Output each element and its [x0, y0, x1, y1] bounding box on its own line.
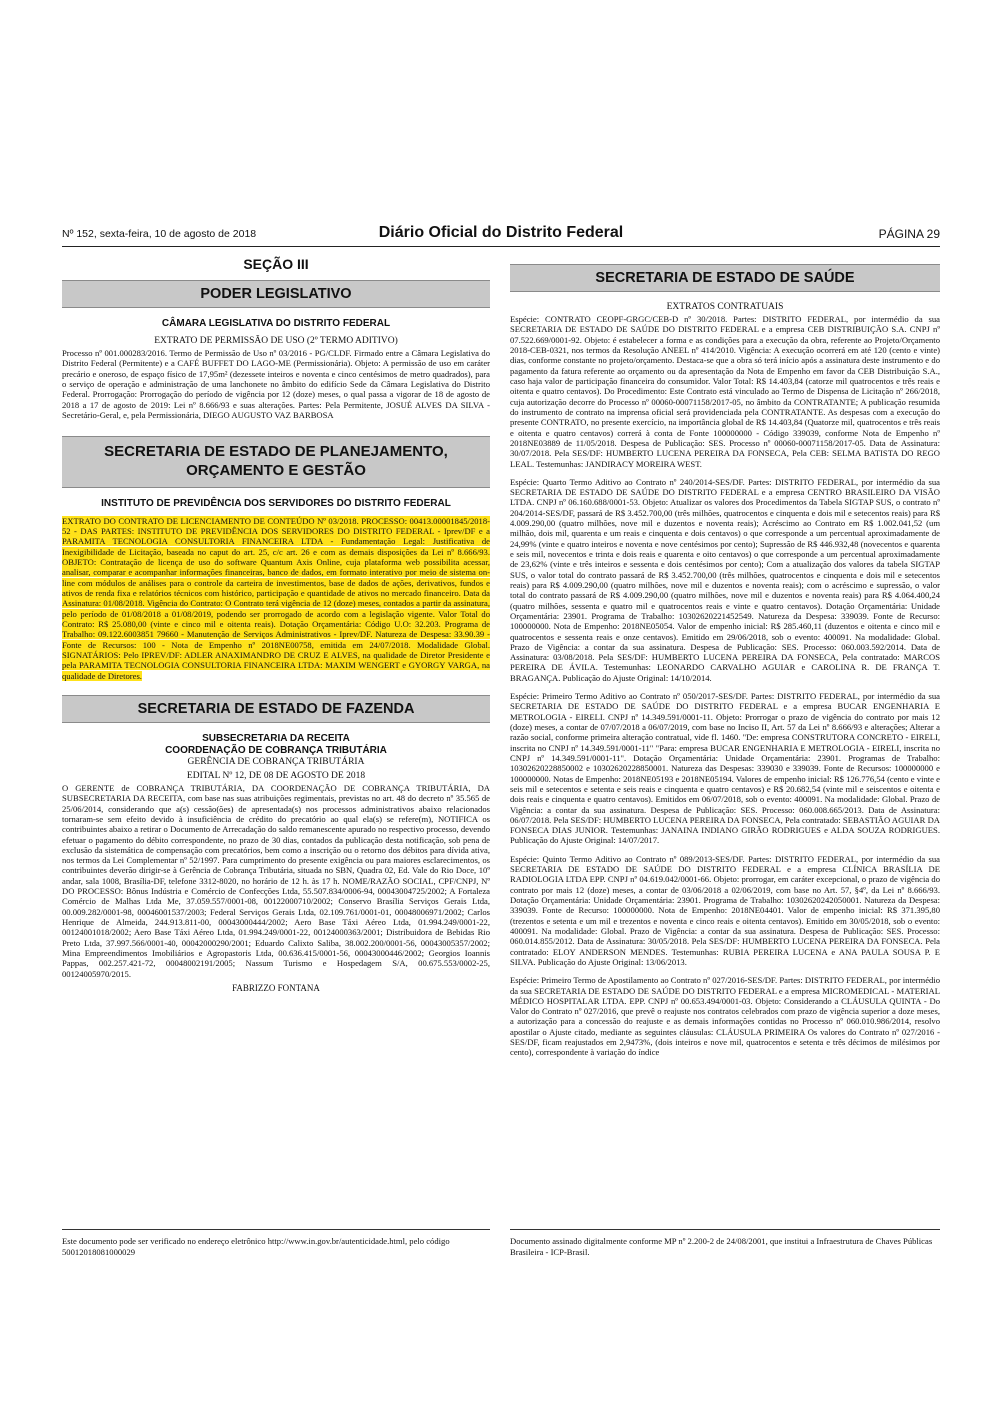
left-column	[62, 256, 490, 993]
org-subtitle: GERÊNCIA DE COBRANÇA TRIBUTÁRIA	[187, 756, 365, 767]
section-band-planejamento: SECRETARIA DE ESTADO DE PLANEJAMENTO, ORÇAMENTO E GESTÃO	[62, 436, 490, 488]
highlighted-text: EXTRATO DO CONTRATO DE LICENCIAMENTO DE CONTEÚDO Nº 03/2018. PROCESSO: 00413.00001845/2018-52 - DAS PARTES: INSTITUTO DE PREVIDÊNCIA DOS SERVIDORES DO DISTRITO FEDERAL - Iprev/DF e a PARAMITA TECNOLOGIA CONSULTORIA FINANCEIRA LTDA - Fundamentação Legal: Justificativa de Inexigibilidade de Licitação, baseada no caput do art. 25, c/c art. 26 e com as demais disposições da Lei nº 8.666/93. OBJETO: Contratação de licença de uso do software Quantum Axis Online, cuja plataforma web possibilita acessar, analisar, comparar e acompanhar informações financeiras, banco de dados, em formato interativo por meio de sistema on-line com módulos de análises para o controle da carteira de investimentos, base de dados de ações, derivativos, fundos e ativos de renda fixa e relatórios técnicos com histórico, participação e quantidade de ativos no mercado financeiro. Data da Assinatura: 01/08/2018. Vigência do Contrato: O Contrato terá vigência de 12 (doze) meses, contados a partir da assinatura, pelo período de 01/08/2018 a 01/08/2019, podendo ser prorrogado de acordo com a legislação vigente. Valor Total do Contrato: R$ 25.080,00 (vinte e cinco mil e oitenta reais). Dotação Orçamentária: Código U.O: 32.203. Programa de Trabalho: 09.122.6003851 79660 - Manutenção de Serviços Administrativos - Iprev/DF. Natureza de Despesa: 33.90.39 - Fonte de Recursos: 100 - Nota de Empenho nº 2018NE00758, emitida em 24/07/2018. Modalidade Global. SIGNATÁRIOS: Pelo IPREV/DF: ADLER ANAXIMANDRO DE CRUZ E ALVES, na qualidade de Diretor Presidente e pela PARAMITA TECNOLOGIA CONSULTORIA FINANCEIRA LTDA: MAXIM WENGERT e GYORGY VARGA, na qualidade de Diretores.	[62, 515, 490, 681]
extract-paragraph: Espécie: Quarto Termo Aditivo ao Contrato nº 240/2014-SES/DF. Partes: DISTRITO FEDERAL, por intermédio da sua SECRETARIA DE ESTADO DE SAÚDE DO DISTRITO FEDERAL e a empresa CENTRO BRASILEIRO DA VISÃO LTDA. CNPJ nº 06.160.688/0001-53. Objeto: Atualizar os valores dos Procedimentos da Tabela SIGTAP SUS, o contrato nº 204/2014-SES/DF, passará de R$ 3.452.700,00 (três milhões, quatrocentos e cinquenta e dois mil e setecentos reais) para R$ 4.009.290,00 (quatro milhões, nove mil e duzentos e noventa reais); Acréscimo ao Contrato em R$ 1.002.041,52 (um milhão, dois mil, quarenta e um reais e cinquenta e dois centavos) o que corresponde a um percentual aproximadamente de 24,99% (vinte e quatro inteiros e noventa e nove centésimos por cento); Supressão de R$ 446.932,48 (novecentos e quarenta e seis mil, novecentos e trinta e dois reais e quarenta e oito centavos) o que corresponde a um percentual aproximadamente de 23,62% (vinte e três inteiros e sessenta e dois centésimos por cento); Com a atualização dos valores da tabela SIGTAP SUS, o valor total do contrato passará de R$ 3.452.700,00 (três milhões, quatrocentos e cinquenta e dois mil e setecentos reais) para R$ 4.009.290,00 (quatro milhões, nove mil e duzentos e noventa reais); com o acréscimo e supressão, o valor total do contrato passará de R$ 4.009.290,00 (quatro milhões, nove mil e duzentos e noventa reais) para R$ 4.064.400,24 (quatro milhões, sessenta e quatro mil e quatrocentos reais e vinte e quatro centavos). Dotação Orçamentária: Unidade Orçamentária: 23901. Programa de Trabalho: 10302620221452549. Natureza da Despesa: 339039. Fonte de Recurso: 100000000. Nota de Empenho: 2018NE05054. Valor de empenho inicial: R$ 285.460,11 (duzentos e oitenta e cinco mil e quatrocentos e sessenta reais e onze centavos). Emitido em 29/06/2018, sob o evento: 400091. Na modalidade: Global. Prazo de Vigência: a contar da sua assinatura. Despesa de Publicação: SES. Processo: 060.003.592/2014. Data de Assinatura: 03/08/2018. Pela SES/DF: HUMBERTO LUCENA PEREIRA DA FONSECA, Pela contratado: MARCOS PEREIRA DE ÁVILA. Testemunhas: LEONARDO CARVALHO AGUIAR e CAROLINA R. DE FRANÇA T. BRAGANÇA. Publicação do Ajuste Original: 14/10/2014.	[510, 476, 940, 683]
extract-paragraph: Espécie: Primeiro Termo de Apostilamento ao Contrato nº 027/2016-SES/DF. Partes: DISTRITO FEDERAL, por intermédio da sua SECRETARIA DE ESTADO DE SAÚDE DO DISTRITO FEDERAL e a empresa MICROMEDICAL - MATERIAL MÉDICO HOSPITALAR LTDA. EPP. CNPJ nº 00.653.494/0001-03. Objeto: Considerando a CLÁUSULA QUINTA - Do Valor do Contrato nº 027/2016, que prevê o reajuste nos contratos celebrados com prazo de vigência superior a doze meses, a autorização para a concessão do reajuste e as demais informações contidas no Processo nº 060.010.986/2014, resolvo apostilar o Ajuste citado, mediante as seguintes cláusulas: CLÁUSULA PRIMEIRA Os valores do Contrato nº 027/2016 - SES/DF, ficam reajustados em 2,9473%, (dois inteiros e nove mil, quatrocentos e setenta e três décimos de milésimos por cento), correspondente à variação do índice	[510, 975, 940, 1058]
section-band-saude: SECRETARIA DE ESTADO DE SAÚDE	[510, 264, 940, 292]
org-title: CÂMARA LEGISLATIVA DO DISTRITO FEDERAL	[161, 318, 391, 330]
doc-title: EXTRATOS CONTRATUAIS	[666, 302, 784, 313]
signature: FABRIZZO FONTANA	[232, 982, 320, 993]
section-band-fazenda: SECRETARIA DE ESTADO DE FAZENDA	[62, 695, 490, 723]
page-header	[62, 224, 940, 244]
org-title: INSTITUTO DE PREVIDÊNCIA DOS SERVIDORES DO DISTRITO FEDERAL	[101, 497, 451, 509]
issue-info: Nº 152, sexta-feira, 10 de agosto de 2018	[62, 228, 257, 240]
extract-paragraph: Espécie: Quinto Termo Aditivo ao Contrato nº 089/2013-SES/DF. Partes: DISTRITO FEDERAL, por intermédio da sua SECRETARIA DE ESTADO DE SAÚDE DO DISTRITO FEDERAL e a empresa CLÍNICA BRASÍLIA DE RADIOLOGIA LTDA EPP. CNPJ nº 04.619.042/0001-66. Objeto: prorrogar, em caráter excepcional, o prazo de vigência do contrato por mais 12 (doze) meses, a contar de 03/06/2018 a 02/06/2019, com base no Art. 57, §4º, da Lei nº 8.666/93. Dotação Orçamentária: Unidade Orçamentária: 23901. Programa de Trabalho: 10302620242050001. Natureza da Despesa: 339039. Fonte de Recurso: 100000000. Nota de Empenho: 2018NE04401. Valor de empenho inicial: R$ 371.395,80 (trezentos e setenta e um mil e trezentos e noventa e cinco reais e oitenta centavos). Emitido em 30/05/2018, sob o evento: 400091. Na modalidade: Global. Prazo de Vigência: a contar da sua assinatura. Despesa de Publicação: SES. Processo: 060.014.855/2012. Data de Assinatura: 30/05/2018. Pela SES/DF: HUMBERTO LUCENA PEREIRA DA FONSECA. Pela contratado: ELOY ANDERSON MENDES. Testemunhas: RUBIA PEREIRA LUCENA e ANA PAULA SOUSA P. E SILVA. Publicação do Ajuste Original: 13/06/2013.	[510, 853, 940, 967]
header-divider	[62, 246, 940, 247]
extract-paragraph: Espécie: CONTRATO CEOPF-GRGC/CEB-D nº 30/2018. Partes: DISTRITO FEDERAL, por intermédio da sua SECRETARIA DE ESTADO DE SAÚDE DO DISTRITO FEDERAL e a empresa CEB DISTRIBUIÇÃO S.A. CNPJ nº 07.522.669/0001-92. Objeto: é estabelecer a forma e as condições para a execução da obra, referente ao Projeto/Orçamento 2018-CEB-0321, nos termos da Resolução ANEEL nº 414/2010. Vigência: A execução ocorrerá em até 120 (cento e vinte) dias, conforme constante no projeto/orçamento. Destaca-se que a obra só terá início após a assinatura deste instrumento e do pagamento da fatura referente ao orçamento ou da apresentação da Nota de Empenho em favor da CEB Distribuição S.A., caso haja valor de participação financeira do consumidor. Valor Total: R$ 14.403,84 (catorze mil quatrocentos e três reais e oitenta e quatro centavos). Do Procedimento: Este Contrato está vinculado ao Termo de Dispensa de Licitação nº 266/2018, cuja autorização decorre do Processo nº 00060-00071158/2017-05, no âmbito da CONTRATANTE; A publicação resumida do instrumento de contrato na imprensa oficial será providenciada pela CONTRATANTE. As despesas com a execução do presente CONTRATO, no presente exercício, na importância global de R$ 14.403,84 (Quatorze mil, quatrocentos e três reais e oitenta e quatro centavos) correrá à conta de Fonte 100000000 - Código 339039, conforme Nota de Empenho nº 2018NE03889 de 11/05/2018. Despesa de Publicação: SES. Processo nº 00060-00071158/2017-05. Data de Assinatura: 30/07/2018. Pela SES/DF: HUMBERTO LUCENA PEREIRA DA FONSECA, Pela CEB: SELMA BATISTA DO REGO LEAL. Testemunhas: JANDIRACY MOREIRA WEST.	[510, 314, 940, 469]
section-label: SEÇÃO III	[243, 256, 309, 272]
right-column	[510, 256, 940, 1066]
footer-divider	[62, 1229, 490, 1230]
page-number: PÁGINA 29	[878, 227, 940, 241]
doc-title: EDITAL Nº 12, DE 08 DE AGOSTO DE 2018	[186, 770, 366, 781]
footer-divider	[510, 1229, 940, 1230]
extract-paragraph: Espécie: Primeiro Termo Aditivo ao Contrato nº 050/2017-SES/DF. Partes: DISTRITO FEDERAL, por intermédio da sua SECRETARIA DE ESTADO DE SAÚDE DO DISTRITO FEDERAL e a empresa BUCAR ENGENHARIA E METROLOGIA - EIRELI. CNPJ nº 14.349.591/0001-11. Objeto: Prorrogar o prazo de vigência do contrato por mais 12 (doze) meses, a contar de 07/07/2018 a 06/07/2019, com base no Inciso II, Art. 57 da Lei nº 8.666/93 e alterações; Alterar a razão social, conforme primeira alteração contratual, vide fl. 1460. "De: empresa CONSTRUTORA CONCRETO - EIRELI, inscrita no CNPJ nº 14.349.591/0001-11" "Para: empresa BUCAR ENGENHARIA E METROLOGIA - EIRELI, inscrita no CNPJ nº 14.349.591/0001-11". Dotação Orçamentária: Unidade Orçamentária: 23901. Programas de Trabalho: 10302620228850002 e 10302620228850001. Natureza das Despesas: 339030 e 339039. Fonte de Recursos: 100000000 e 100000000. Notas de Empenho: 2018NE05193 e 2018NE05194. Valores de empenho inicial: R$ 126.776,54 (cento e vinte e seis mil e setecentos e setenta e seis reais e cinquenta e quatro centavos) e R$ 20.682,54 (vinte mil e seiscentos e oitenta e dois reais e cinquenta e quatro centavos). Emitidos em 06/07/2018, sob o evento: 400091. Na modalidade: Global. Prazo de Vigência: a contar da sua assinatura. Despesa de Publicação: SES. Processo: 060.008.665/2013. Data de Assinatura: 06/07/2018. Pela SES/DF: HUMBERTO LUCENA PEREIRA DA FONSECA, Pela contratado: SEBASTIÃO AGUIAR DA FONSECA DIAS JUNIOR. Testemunhas: JANAINA INDIANO GIRÃO RODRIGUES e ALDA SOUZA RODRIGUES. Publicação do Ajuste Original: 14/07/2017.	[510, 691, 940, 846]
highlighted-extract	[62, 516, 490, 681]
section-band-legislativo: PODER LEGISLATIVO	[62, 280, 490, 308]
publication-title: Diário Oficial do Distrito Federal	[378, 224, 624, 241]
doc-body: O GERENTE de COBRANÇA TRIBUTÁRIA, DA COORDENAÇÃO DE COBRANÇA TRIBUTÁRIA, DA SUBSECRETARIA DA RECEITA, com base nas suas atribuições regimentais, previstas no art. 48 do decreto nº 35.565 de 25/06/2014, considerando que a(s) cessão(ões) de apresentada(s) nos processos administrativos abaixo relacionados tornaram-se sem efeito devido à insuficiência de crédito do precatório ao qual ela(s) se refere(m), NOTIFICA os contribuintes abaixo a retirar o Documento de Arrecadação do saldo remanescente apurado no respectivo processo, devendo efetuar o pagamento do débito correspondente, no prazo de 30 dias, contados da publicação desta notificação, sob pena de exclusão da sistemática de compensação com precatórios, bem como a inscrição ou o retorno dos débitos para dívida ativa, nos termos da Lei Complementar nº 52/1997. Para cumprimento do presente exigência ou para maiores esclarecimentos, os contribuintes deverão dirigir-se à Gerência de Cobrança Tributária, situada no SBN, Quadra 02, Ed. Vale do Rio Doce, 10º andar, sala 1008, Brasília-DF, telefone 3312-8020, no horário de 12 h. às 17 h. NOME/RAZÃO SOCIAL, CPF/CNPJ, Nº DO PROCESSO: Bônus Indústria e Comércio de Confecções Ltda, 55.507.834/0006-94, 00043004725/2002; A Fortaleza Comércio de Malhas Ltda Me, 37.059.557/0001-08, 00122000710/2002; Conservo Brasília Serviços Gerais Ltda, 00.009.282/0001-98, 00046001537/2003; Federal Serviços Gerais Ltda, 02.109.761/0001-01, 00048006971/2002; Carlos Henrique de Almeida, 244.913.811-00, 00043000444/2002; Aero Base Táxi Aéreo Ltda, 01.994.249/0001-22, 00124001018/2002; Aero Base Táxi Aéreo Ltda, 01.994.249/0001-22, 00124000363/2001; Distribuidora de Bebidas Rio Preto Ltda, 37.997.566/0001-40, 00042000290/2001; Eduardo Calixto Saliba, 38.002.200/0001-56, 00043005357/2002; Mina Empreendimentos Imobiliários e Agropastoris Ltda, 00.636.415/0001-56, 00043000446/2002; Georgios Ioannis Pappas, 002.257.421-72, 00048002191/2005; Nassum Turismo e Hospedagem S/A, 00.675.553/0002-25, 00124005970/2015.	[62, 782, 490, 979]
footer-signature-note: Documento assinado digitalmente conforme MP nº 2.200-2 de 24/08/2001, que institui a Infraestrutura de Chaves Públicas Brasileira - ICP-Brasil.	[510, 1236, 933, 1257]
doc-title: EXTRATO DE PERMISSÃO DE USO (2º TERMO ADITIVO)	[154, 336, 398, 347]
org-title: SUBSECRETARIA DA RECEITA	[202, 732, 350, 744]
org-subtitle: COORDENAÇÃO DE COBRANÇA TRIBUTÁRIA	[165, 744, 387, 756]
footer-verification: Este documento pode ser verificado no endereço eletrônico http://www.in.gov.br/autenticidade.html, pelo código 50012018081000029	[62, 1236, 450, 1257]
doc-body: Processo nº 001.000283/2016. Termo de Permissão de Uso nº 03/2016 - PG/CLDF. Firmado entre a Câmara Legislativa do Distrito Federal (Permitente) e a CAFÉ BUFFET DO LAGO-ME (Permissionária). Objeto: A permissão de uso em caráter precário e oneroso, de espaço físico de 17,95m² (dezessete inteiros e noventa e cinco centésimos de metro quadrados), para o serviço de operação e administração de uma lanchonete no âmbito do edifício Sede da Câmara Legislativa do Distrito Federal. Prorrogação: Prorrogação do período de vigência por 12 (doze) meses, o qual passa a vigorar de 18 de agosto de 2018 a 17 de agosto de 2019: Lei nº 8.666/93 e suas alterações. Partes: Pela Permitente, JOSUÉ ALVES DA SILVA - Secretário-Geral, e, pela Permissionária, DIEGO AUGUSTO VAZ BARBOSA	[62, 348, 490, 420]
